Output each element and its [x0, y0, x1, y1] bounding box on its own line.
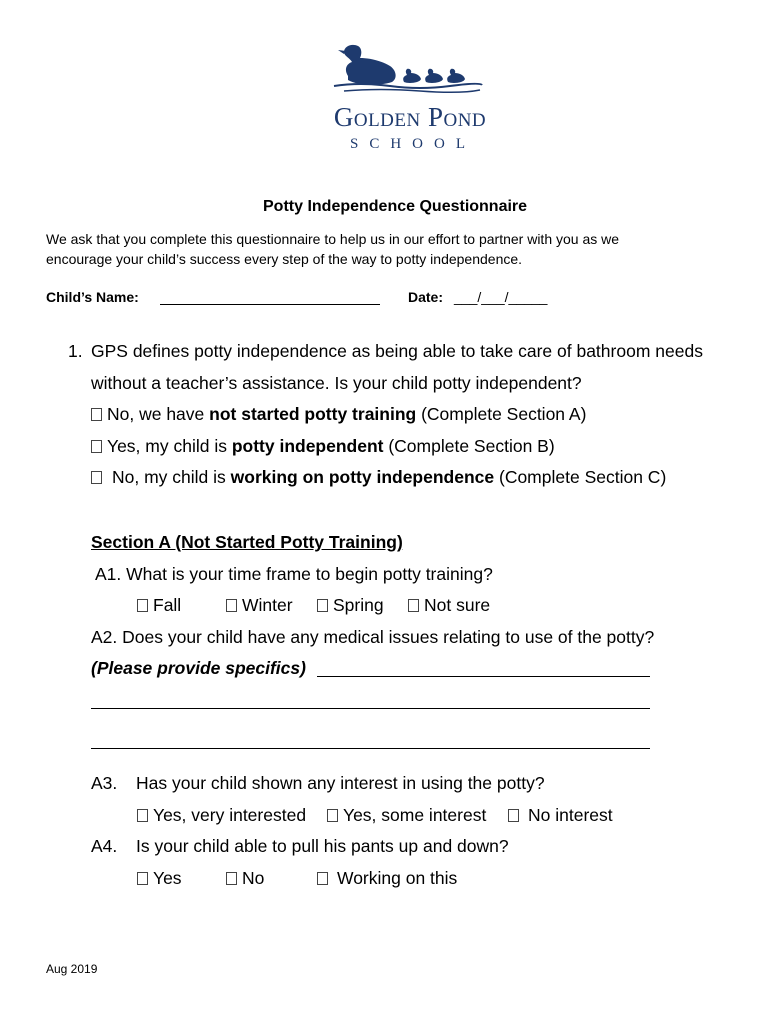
checkbox[interactable] — [226, 872, 237, 885]
child-name-label: Child’s Name: — [46, 289, 139, 305]
a2-answer-line-2[interactable] — [91, 708, 650, 709]
a2-answer-line-1[interactable] — [317, 676, 650, 677]
duck-family-icon — [300, 40, 520, 100]
checkbox[interactable] — [137, 872, 148, 885]
a3-option-some[interactable]: Yes, some interest — [327, 805, 486, 826]
a3-question: Has your child shown any interest in using the potty? — [136, 773, 545, 793]
checkbox[interactable] — [317, 599, 328, 612]
intro-line-2: encourage your child’s success every step of the way to potty independence. — [46, 251, 523, 267]
q1-text-line-1: GPS defines potty independence as being able to take care of bathroom needs — [91, 341, 703, 361]
a1-option-spring[interactable]: Spring — [317, 595, 384, 616]
checkbox[interactable] — [91, 471, 102, 484]
a3-label: A3. — [91, 773, 118, 793]
a3-option-none[interactable]: No interest — [508, 805, 613, 826]
q1-option-working[interactable]: No, my child is working on potty independence (Complete Section C) — [91, 467, 666, 488]
a2-prompt: (Please provide specifics) — [91, 658, 306, 678]
date-field[interactable]: ___/___/_____ — [454, 289, 548, 305]
checkbox[interactable] — [137, 599, 148, 612]
school-name: Golden Pond — [333, 102, 487, 132]
a1-question: A1. What is your time frame to begin potty training? — [95, 564, 493, 584]
checkbox[interactable] — [91, 440, 102, 453]
footer-date: Aug 2019 — [46, 962, 98, 976]
a3-option-very[interactable]: Yes, very interested — [137, 805, 306, 826]
checkbox[interactable] — [508, 809, 519, 822]
q1-number: 1. — [68, 341, 83, 361]
a4-label: A4. — [91, 836, 118, 856]
a2-question: A2. Does your child have any medical issues relating to use of the potty? — [91, 627, 655, 647]
checkbox[interactable] — [226, 599, 237, 612]
date-label: Date: — [408, 289, 444, 305]
a2-answer-line-3[interactable] — [91, 748, 650, 749]
a1-option-winter[interactable]: Winter — [226, 595, 293, 616]
school-logo — [300, 40, 520, 158]
q1-option-not-started[interactable]: No, we have not started potty training (Complete Section A) — [91, 404, 586, 425]
intro-line-1: We ask that you complete this questionnaire to help us in our effort to partner with you as we — [46, 231, 620, 247]
checkbox[interactable] — [327, 809, 338, 822]
page-title: Potty Independence Questionnaire — [263, 198, 528, 215]
a1-option-fall[interactable]: Fall — [137, 595, 181, 616]
a4-question: Is your child able to pull his pants up and down? — [136, 836, 509, 856]
checkbox[interactable] — [91, 408, 102, 421]
checkbox[interactable] — [137, 809, 148, 822]
checkbox[interactable] — [317, 872, 328, 885]
q1-option-independent[interactable]: Yes, my child is potty independent (Complete Section B) — [91, 436, 555, 457]
checkbox[interactable] — [408, 599, 419, 612]
q1-text-line-2: without a teacher’s assistance. Is your child potty independent? — [91, 373, 582, 393]
section-a-heading: Section A (Not Started Potty Training) — [91, 532, 403, 552]
child-name-field[interactable] — [160, 304, 380, 305]
a1-option-not-sure[interactable]: Not sure — [408, 595, 490, 616]
a4-option-working[interactable]: Working on this — [317, 868, 457, 889]
school-subtitle: SCHOOL — [349, 136, 476, 152]
a4-option-yes[interactable]: Yes — [137, 868, 182, 889]
a4-option-no[interactable]: No — [226, 868, 264, 889]
